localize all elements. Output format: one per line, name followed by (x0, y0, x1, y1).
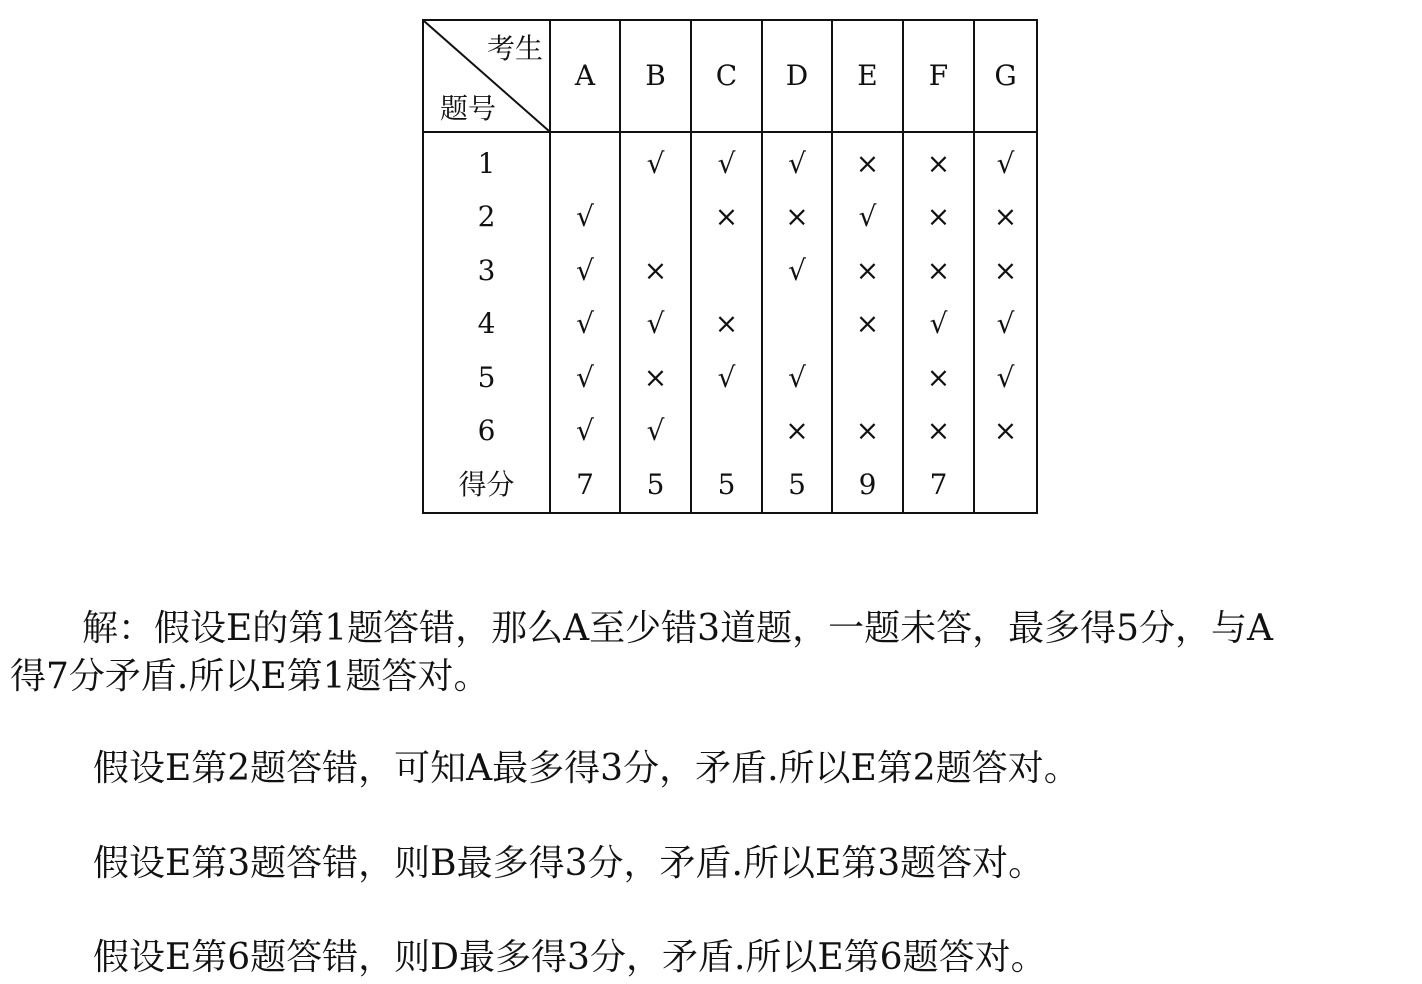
table-row (423, 405, 1037, 459)
solution-paragraph-4: 假设E第6题答错，则D最多得3分，矛盾.所以E第6题答对。 (93, 937, 1047, 978)
answer-cell: √ (762, 351, 832, 405)
answer-cell: √ (620, 132, 691, 191)
answer-cell: √ (832, 191, 903, 245)
answer-cell: √ (691, 132, 762, 191)
score-cell: 9 (832, 458, 903, 513)
answer-cell: × (974, 244, 1037, 298)
score-cell: 5 (691, 458, 762, 513)
answer-cell: √ (550, 351, 620, 405)
score-cell (974, 458, 1037, 513)
answer-cell: √ (691, 351, 762, 405)
answer-cell: √ (620, 298, 691, 352)
score-cell: 7 (550, 458, 620, 513)
solution-line-1: 解：假设E的第1题答错，那么A至少错3道题，一题未答，最多得5分，与A (10, 608, 1273, 649)
answer-cell: √ (550, 405, 620, 459)
answer-cell: × (903, 132, 974, 191)
answer-cell: × (691, 298, 762, 352)
answer-cell: √ (974, 298, 1037, 352)
column-header: B (620, 20, 691, 132)
answer-cell: × (903, 351, 974, 405)
answer-cell: × (691, 191, 762, 245)
answer-cell (691, 405, 762, 459)
corner-label-question: 题号 (440, 92, 497, 125)
answer-cell: √ (762, 244, 832, 298)
table-row (423, 132, 1037, 191)
row-label: 6 (423, 405, 550, 459)
answer-cell (762, 298, 832, 352)
answer-cell: × (832, 405, 903, 459)
answer-cell: √ (550, 191, 620, 245)
answer-cell: × (832, 132, 903, 191)
answer-cell: × (832, 244, 903, 298)
table-row (423, 191, 1037, 245)
answer-cell: √ (903, 298, 974, 352)
column-header: A (550, 20, 620, 132)
answer-cell (691, 244, 762, 298)
answer-cell: × (620, 351, 691, 405)
column-header: F (903, 20, 974, 132)
table-row (423, 298, 1037, 352)
answer-cell: × (762, 191, 832, 245)
table-header-row (423, 20, 1037, 132)
corner-header-cell (423, 20, 550, 132)
score-cell: 7 (903, 458, 974, 513)
answer-cell: × (762, 405, 832, 459)
row-label: 5 (423, 351, 550, 405)
answer-cell (832, 351, 903, 405)
solution-line-2: 得7分矛盾.所以E第1题答对。 (10, 656, 490, 697)
table-row (423, 244, 1037, 298)
answer-cell: √ (974, 132, 1037, 191)
answer-cell: √ (974, 351, 1037, 405)
answer-cell: √ (550, 244, 620, 298)
score-cell: 5 (762, 458, 832, 513)
answer-cell: × (832, 298, 903, 352)
column-header: C (691, 20, 762, 132)
answer-cell: × (974, 405, 1037, 459)
answer-cell: × (903, 244, 974, 298)
answer-cell: √ (762, 132, 832, 191)
column-header: E (832, 20, 903, 132)
score-label: 得分 (423, 458, 550, 513)
solution-paragraph-2: 假设E第2题答错，可知A最多得3分，矛盾.所以E第2题答对。 (93, 748, 1080, 789)
answer-cell: √ (620, 405, 691, 459)
answer-table (422, 19, 1038, 514)
answer-cell: × (974, 191, 1037, 245)
solution-paragraph-3: 假设E第3题答错，则B最多得3分，矛盾.所以E第3题答对。 (93, 843, 1045, 884)
answer-cell (550, 132, 620, 191)
answer-cell: × (903, 191, 974, 245)
row-label: 4 (423, 298, 550, 352)
row-label: 2 (423, 191, 550, 245)
corner-label-examinee: 考生 (486, 32, 543, 65)
answer-cell: √ (550, 298, 620, 352)
score-row (423, 458, 1037, 513)
answer-cell (620, 191, 691, 245)
column-header: D (762, 20, 832, 132)
table-row (423, 351, 1037, 405)
row-label: 3 (423, 244, 550, 298)
column-header: G (974, 20, 1037, 132)
row-label: 1 (423, 132, 550, 191)
score-cell: 5 (620, 458, 691, 513)
answer-cell: × (903, 405, 974, 459)
answer-cell: × (620, 244, 691, 298)
